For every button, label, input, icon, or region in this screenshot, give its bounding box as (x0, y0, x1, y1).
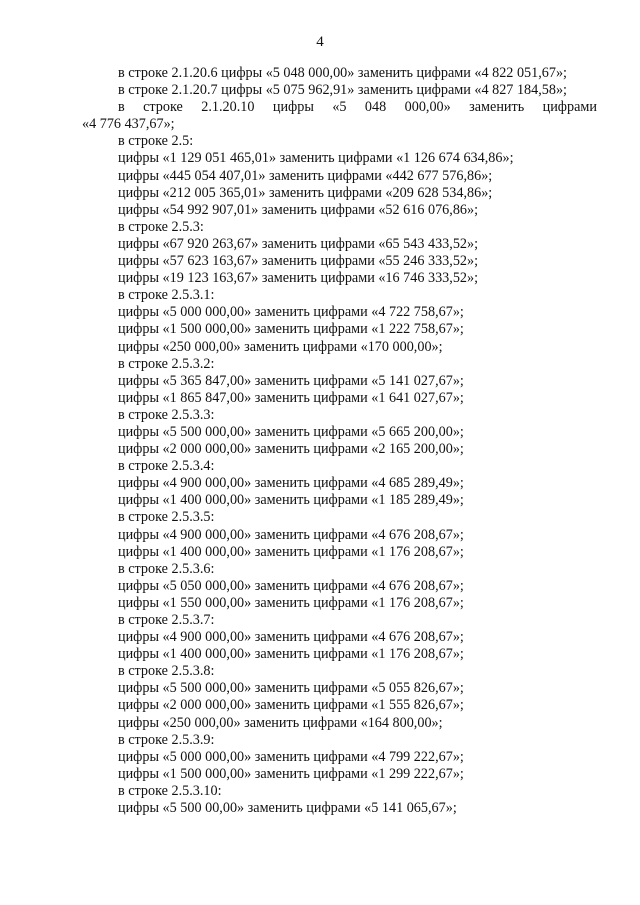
text-line: в строке 2.5.3.7: (118, 612, 215, 628)
word: 2.1.20.10 (201, 99, 255, 116)
text-line (82, 99, 597, 116)
text-line: в строке 2.5.3.4: (118, 458, 215, 475)
text-line: в строке 2.1.20.7 цифры «5 075 962,91» заменить цифрами «4 827 184,58»; (118, 82, 567, 99)
text-line: в строке 2.5.3.1: (118, 287, 215, 304)
text-line: цифры «4 900 000,00» заменить цифрами «4 685 289,49»; (118, 475, 464, 492)
text-line: цифры «5 365 847,00» заменить цифрами «5 141 027,67»; (118, 372, 464, 389)
word: в (118, 99, 125, 116)
text-line: цифры «1 865 847,00» заменить цифрами «1 641 027,67»; (118, 389, 464, 406)
text-line: цифры «1 400 000,00» заменить цифрами «1 185 289,49»; (118, 492, 464, 509)
text-line: цифры «5 000 000,00» заменить цифрами «4 722 758,67»; (118, 304, 464, 321)
text-line: в строке 2.5.3.6: (118, 560, 215, 577)
text-line: цифры «2 000 000,00» заменить цифрами «1 555 826,67»; (118, 697, 464, 714)
text-line: цифры «19 123 163,67» заменить цифрами «16 746 333,52»; (118, 270, 479, 287)
text-line: цифры «5 500 000,00» заменить цифрами «5 665 200,00»; (118, 423, 464, 440)
word: «5 (332, 99, 347, 116)
text-line: цифры «5 050 000,00» заменить цифрами «4 676 208,67»; (118, 577, 464, 594)
word: 048 (364, 99, 387, 116)
text-line: цифры «4 900 000,00» заменить цифрами «4 676 208,67»; (118, 526, 464, 543)
text-line: в строке 2.5.3: (118, 218, 204, 235)
text-line: цифры «1 500 000,00» заменить цифрами «1 222 758,67»; (118, 321, 464, 338)
text-line: цифры «1 550 000,00» заменить цифрами «1 176 208,67»; (118, 594, 464, 611)
text-line: цифры «212 005 365,01» заменить цифрами «209 628 534,86»; (118, 184, 493, 201)
text-line: цифры «67 920 263,67» заменить цифрами «65 543 433,52»; (118, 235, 479, 252)
text-line: цифры «1 400 000,00» заменить цифрами «1 176 208,67»; (118, 646, 464, 663)
text-line: цифры «1 400 000,00» заменить цифрами «1 176 208,67»; (118, 543, 464, 560)
text-line: цифры «250 000,00» заменить цифрами «164 800,00»; (118, 714, 443, 731)
text-line: в строке 2.5: (118, 133, 194, 150)
text-line: цифры «5 500 000,00» заменить цифрами «5 055 826,67»; (118, 680, 464, 697)
text-line: «4 776 437,67»; (82, 116, 175, 133)
text-line: цифры «5 000 000,00» заменить цифрами «4 799 222,67»; (118, 748, 464, 765)
text-line: цифры «1 129 051 465,01» заменить цифрами «1 126 674 634,86»; (118, 150, 514, 167)
text-line: цифры «5 500 00,00» заменить цифрами «5 141 065,67»; (118, 800, 457, 817)
text-line: в строке 2.5.3.2: (118, 355, 215, 372)
text-line: в строке 2.5.3.10: (118, 782, 222, 799)
text-line: цифры «1 500 000,00» заменить цифрами «1 299 222,67»; (118, 765, 464, 782)
text-line: в строке 2.5.3.8: (118, 663, 215, 680)
text-line: в строке 2.5.3.5: (118, 509, 215, 526)
text-line: в строке 2.5.3.3: (118, 406, 215, 423)
page-number: 4 (316, 34, 324, 50)
text-line: цифры «250 000,00» заменить цифрами «170 000,00»; (118, 338, 443, 355)
text-line: в строке 2.5.3.9: (118, 731, 215, 748)
text-line: цифры «57 623 163,67» заменить цифрами «55 246 333,52»; (118, 253, 479, 270)
word: заменить (469, 99, 525, 116)
text-line: в строке 2.1.20.6 цифры «5 048 000,00» заменить цифрами «4 822 051,67»; (118, 65, 567, 81)
text-line: цифры «445 054 407,01» заменить цифрами «442 677 576,86»; (118, 167, 493, 184)
word: строке (143, 99, 183, 116)
document-body (82, 65, 597, 817)
text-line: цифры «2 000 000,00» заменить цифрами «2 165 200,00»; (118, 441, 464, 458)
text-line: цифры «4 900 000,00» заменить цифрами «4 676 208,67»; (118, 629, 464, 646)
word: цифрами (542, 99, 597, 116)
word: цифры (272, 99, 314, 116)
word: 000,00» (404, 99, 451, 116)
text-line: цифры «54 992 907,01» заменить цифрами «52 616 076,86»; (118, 201, 479, 218)
